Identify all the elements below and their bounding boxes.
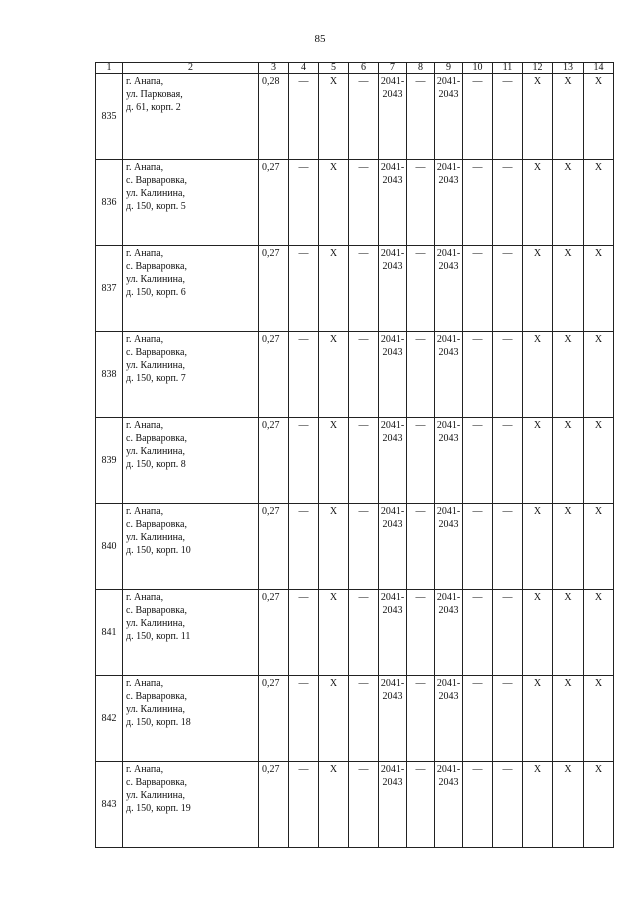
address-line: г. Анапа, <box>126 76 164 87</box>
years-line: 2043 <box>382 519 403 530</box>
value-cell-c4: — <box>289 74 319 160</box>
value-cell-c12: X <box>523 332 553 418</box>
address-cell <box>123 762 259 848</box>
value-cell-c10: — <box>463 74 493 160</box>
row-number-cell: 835 <box>96 74 123 160</box>
header-row <box>96 63 614 74</box>
value-cell-c6: — <box>349 332 379 418</box>
value-cell-c11: — <box>493 246 523 332</box>
address-line: ул. Калинина, <box>126 446 185 457</box>
address-cell <box>123 332 259 418</box>
value-cell-c6: — <box>349 246 379 332</box>
address-line: г. Анапа, <box>126 764 164 775</box>
column-header: 4 <box>289 63 319 74</box>
value-cell-c8: — <box>407 590 435 676</box>
table-row <box>96 762 614 848</box>
value-cell-c8: — <box>407 676 435 762</box>
address-line: д. 150, корп. 6 <box>126 287 186 298</box>
table-row <box>96 504 614 590</box>
years-line: 2041- <box>436 506 461 517</box>
years-line: 2043 <box>438 175 459 186</box>
value-cell-c13: X <box>553 246 584 332</box>
years-cell-c7 <box>379 74 407 160</box>
table-row <box>96 590 614 676</box>
row-number-cell: 839 <box>96 418 123 504</box>
value-cell-c10: — <box>463 332 493 418</box>
years-line: 2041- <box>380 334 405 345</box>
value-cell-c4: — <box>289 246 319 332</box>
address-line: с. Варваровка, <box>126 519 187 530</box>
column-header: 14 <box>584 63 614 74</box>
years-line: 2043 <box>382 261 403 272</box>
value-cell-c5: X <box>319 762 349 848</box>
address-line: ул. Парковая, <box>126 89 183 100</box>
area-cell: 0,27 <box>259 590 289 676</box>
value-cell-c10: — <box>463 504 493 590</box>
years-cell-c7 <box>379 762 407 848</box>
years-line: 2043 <box>382 691 403 702</box>
value-cell-c12: X <box>523 676 553 762</box>
column-header: 10 <box>463 63 493 74</box>
area-cell: 0,27 <box>259 418 289 504</box>
value-cell-c5: X <box>319 74 349 160</box>
address-cell <box>123 418 259 504</box>
area-cell: 0,27 <box>259 504 289 590</box>
value-cell-c13: X <box>553 590 584 676</box>
row-number-cell: 841 <box>96 590 123 676</box>
value-cell-c14: X <box>584 74 614 160</box>
years-cell-c7 <box>379 676 407 762</box>
value-cell-c8: — <box>407 418 435 504</box>
years-cell-c9 <box>435 418 463 504</box>
years-cell-c9 <box>435 504 463 590</box>
value-cell-c12: X <box>523 504 553 590</box>
address-line: ул. Калинина, <box>126 274 185 285</box>
value-cell-c13: X <box>553 676 584 762</box>
years-line: 2043 <box>382 777 403 788</box>
years-cell-c9 <box>435 160 463 246</box>
years-line: 2041- <box>380 76 405 87</box>
table-row <box>96 246 614 332</box>
value-cell-c8: — <box>407 160 435 246</box>
years-line: 2041- <box>436 76 461 87</box>
value-cell-c4: — <box>289 418 319 504</box>
column-header: 11 <box>493 63 523 74</box>
address-line: с. Варваровка, <box>126 347 187 358</box>
value-cell-c11: — <box>493 676 523 762</box>
value-cell-c11: — <box>493 418 523 504</box>
address-line: ул. Калинина, <box>126 188 185 199</box>
value-cell-c5: X <box>319 504 349 590</box>
years-line: 2043 <box>438 777 459 788</box>
value-cell-c5: X <box>319 418 349 504</box>
row-number-cell: 838 <box>96 332 123 418</box>
column-header: 12 <box>523 63 553 74</box>
value-cell-c10: — <box>463 762 493 848</box>
value-cell-c12: X <box>523 762 553 848</box>
years-line: 2041- <box>436 678 461 689</box>
value-cell-c10: — <box>463 418 493 504</box>
table-row <box>96 74 614 160</box>
area-cell: 0,27 <box>259 160 289 246</box>
years-cell-c7 <box>379 418 407 504</box>
address-line: с. Варваровка, <box>126 691 187 702</box>
years-cell-c7 <box>379 332 407 418</box>
years-cell-c9 <box>435 762 463 848</box>
value-cell-c8: — <box>407 246 435 332</box>
value-cell-c11: — <box>493 504 523 590</box>
address-line: д. 150, корп. 11 <box>126 631 191 642</box>
years-cell-c9 <box>435 590 463 676</box>
years-line: 2043 <box>382 89 403 100</box>
value-cell-c4: — <box>289 160 319 246</box>
value-cell-c5: X <box>319 332 349 418</box>
value-cell-c8: — <box>407 332 435 418</box>
address-line: ул. Калинина, <box>126 360 185 371</box>
value-cell-c13: X <box>553 74 584 160</box>
years-cell-c7 <box>379 590 407 676</box>
years-cell-c9 <box>435 246 463 332</box>
years-line: 2041- <box>380 248 405 259</box>
years-line: 2041- <box>436 248 461 259</box>
column-header: 7 <box>379 63 407 74</box>
value-cell-c6: — <box>349 590 379 676</box>
value-cell-c4: — <box>289 332 319 418</box>
value-cell-c13: X <box>553 160 584 246</box>
address-line: г. Анапа, <box>126 678 164 689</box>
value-cell-c12: X <box>523 74 553 160</box>
column-header: 2 <box>123 63 259 74</box>
address-line: г. Анапа, <box>126 248 164 259</box>
value-cell-c12: X <box>523 590 553 676</box>
value-cell-c6: — <box>349 762 379 848</box>
register-table <box>95 62 614 848</box>
value-cell-c14: X <box>584 418 614 504</box>
value-cell-c11: — <box>493 74 523 160</box>
column-header: 6 <box>349 63 379 74</box>
address-line: д. 61, корп. 2 <box>126 102 181 113</box>
years-line: 2041- <box>380 506 405 517</box>
years-cell-c9 <box>435 332 463 418</box>
value-cell-c6: — <box>349 160 379 246</box>
value-cell-c10: — <box>463 246 493 332</box>
address-line: с. Варваровка, <box>126 261 187 272</box>
address-line: г. Анапа, <box>126 420 164 431</box>
value-cell-c14: X <box>584 332 614 418</box>
value-cell-c8: — <box>407 74 435 160</box>
value-cell-c6: — <box>349 418 379 504</box>
address-line: ул. Калинина, <box>126 532 185 543</box>
column-header: 5 <box>319 63 349 74</box>
table-row <box>96 160 614 246</box>
value-cell-c8: — <box>407 504 435 590</box>
value-cell-c12: X <box>523 418 553 504</box>
value-cell-c6: — <box>349 504 379 590</box>
value-cell-c4: — <box>289 504 319 590</box>
years-line: 2041- <box>380 420 405 431</box>
address-cell <box>123 590 259 676</box>
row-number-cell: 840 <box>96 504 123 590</box>
value-cell-c13: X <box>553 504 584 590</box>
column-header: 1 <box>96 63 123 74</box>
value-cell-c14: X <box>584 504 614 590</box>
value-cell-c14: X <box>584 762 614 848</box>
years-line: 2041- <box>380 592 405 603</box>
years-line: 2043 <box>438 519 459 530</box>
years-line: 2041- <box>436 764 461 775</box>
address-line: с. Варваровка, <box>126 175 187 186</box>
years-line: 2043 <box>438 691 459 702</box>
years-line: 2043 <box>438 89 459 100</box>
years-line: 2041- <box>380 162 405 173</box>
address-cell <box>123 504 259 590</box>
years-line: 2043 <box>438 261 459 272</box>
address-line: д. 150, корп. 7 <box>126 373 186 384</box>
value-cell-c12: X <box>523 160 553 246</box>
address-line: ул. Калинина, <box>126 790 185 801</box>
table-row <box>96 418 614 504</box>
value-cell-c6: — <box>349 676 379 762</box>
years-cell-c7 <box>379 246 407 332</box>
years-cell-c9 <box>435 74 463 160</box>
value-cell-c14: X <box>584 160 614 246</box>
address-line: д. 150, корп. 19 <box>126 803 191 814</box>
value-cell-c11: — <box>493 762 523 848</box>
address-line: с. Варваровка, <box>126 433 187 444</box>
column-header: 13 <box>553 63 584 74</box>
value-cell-c11: — <box>493 332 523 418</box>
years-cell-c7 <box>379 504 407 590</box>
address-cell <box>123 246 259 332</box>
years-line: 2043 <box>382 347 403 358</box>
years-line: 2043 <box>382 175 403 186</box>
value-cell-c5: X <box>319 590 349 676</box>
address-line: ул. Калинина, <box>126 618 185 629</box>
address-cell <box>123 74 259 160</box>
area-cell: 0,27 <box>259 332 289 418</box>
years-line: 2041- <box>436 334 461 345</box>
row-number-cell: 836 <box>96 160 123 246</box>
years-cell-c9 <box>435 676 463 762</box>
row-number-cell: 843 <box>96 762 123 848</box>
address-line: с. Варваровка, <box>126 605 187 616</box>
years-line: 2043 <box>382 605 403 616</box>
address-line: ул. Калинина, <box>126 704 185 715</box>
area-cell: 0,27 <box>259 246 289 332</box>
value-cell-c14: X <box>584 590 614 676</box>
years-line: 2041- <box>436 592 461 603</box>
value-cell-c10: — <box>463 160 493 246</box>
years-line: 2043 <box>438 605 459 616</box>
value-cell-c4: — <box>289 762 319 848</box>
years-cell-c7 <box>379 160 407 246</box>
value-cell-c5: X <box>319 160 349 246</box>
column-header: 3 <box>259 63 289 74</box>
years-line: 2041- <box>380 678 405 689</box>
value-cell-c11: — <box>493 590 523 676</box>
value-cell-c5: X <box>319 246 349 332</box>
area-cell: 0,28 <box>259 74 289 160</box>
years-line: 2041- <box>436 420 461 431</box>
value-cell-c6: — <box>349 74 379 160</box>
years-line: 2041- <box>436 162 461 173</box>
address-cell <box>123 160 259 246</box>
address-line: г. Анапа, <box>126 506 164 517</box>
value-cell-c14: X <box>584 676 614 762</box>
value-cell-c14: X <box>584 246 614 332</box>
table-row <box>96 676 614 762</box>
address-line: г. Анапа, <box>126 334 164 345</box>
years-line: 2043 <box>382 433 403 444</box>
years-line: 2043 <box>438 347 459 358</box>
page-number: 85 <box>314 33 326 45</box>
table-row <box>96 332 614 418</box>
address-line: д. 150, корп. 18 <box>126 717 191 728</box>
value-cell-c10: — <box>463 676 493 762</box>
value-cell-c10: — <box>463 590 493 676</box>
address-line: д. 150, корп. 5 <box>126 201 186 212</box>
column-header: 8 <box>407 63 435 74</box>
value-cell-c4: — <box>289 676 319 762</box>
value-cell-c8: — <box>407 762 435 848</box>
address-line: с. Варваровка, <box>126 777 187 788</box>
row-number-cell: 842 <box>96 676 123 762</box>
value-cell-c5: X <box>319 676 349 762</box>
value-cell-c11: — <box>493 160 523 246</box>
area-cell: 0,27 <box>259 676 289 762</box>
address-line: д. 150, корп. 10 <box>126 545 191 556</box>
address-line: д. 150, корп. 8 <box>126 459 186 470</box>
table-body <box>96 74 614 848</box>
address-line: г. Анапа, <box>126 162 164 173</box>
column-header: 9 <box>435 63 463 74</box>
value-cell-c4: — <box>289 590 319 676</box>
value-cell-c13: X <box>553 418 584 504</box>
years-line: 2041- <box>380 764 405 775</box>
value-cell-c13: X <box>553 762 584 848</box>
address-cell <box>123 676 259 762</box>
row-number-cell: 837 <box>96 246 123 332</box>
area-cell: 0,27 <box>259 762 289 848</box>
address-line: г. Анапа, <box>126 592 164 603</box>
years-line: 2043 <box>438 433 459 444</box>
value-cell-c12: X <box>523 246 553 332</box>
value-cell-c13: X <box>553 332 584 418</box>
